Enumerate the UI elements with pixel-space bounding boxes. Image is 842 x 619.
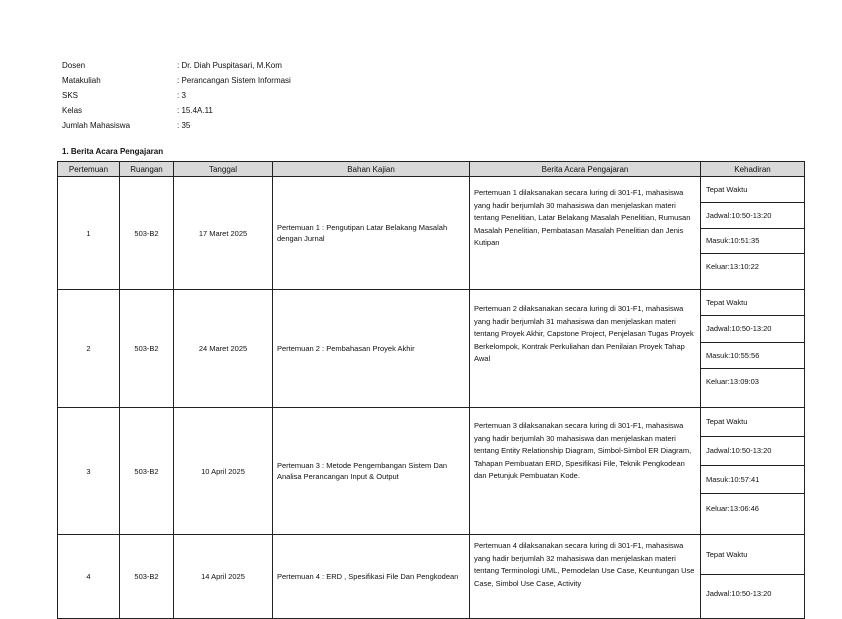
kehadiran-status: Tepat Waktu: [706, 184, 748, 194]
section-title: 1. Berita Acara Pengajaran: [62, 147, 164, 156]
course-info: [62, 58, 291, 133]
cell-bahan-kajian: Pertemuan 3 : Metode Pengembangan Sistem Dan Analisa Perancangan Input & Output: [273, 408, 470, 535]
kehadiran-keluar: Keluar:13:09:03: [701, 368, 804, 394]
cell-berita-acara: Pertemuan 2 dilaksanakan secara luring di 301-F1, mahasiswa yang hadir berjumlah 31 mahasiswa dan menjelaskan materi tentang Proyek Akhir, Capstone Project, Penjelasan Tugas Proyek Berkelompok, Kontrak Perkuliahan dan Penilaian Proyek Tahap Awal: [470, 290, 701, 408]
cell-kehadiran: [701, 177, 805, 290]
cell-bahan-kajian: Pertemuan 1 : Pengutipan Latar Belakang Masalah dengan Jurnal: [273, 177, 470, 290]
header-ruangan: Ruangan: [120, 162, 174, 177]
cell-kehadiran: [701, 535, 805, 619]
info-row-sks: [62, 88, 291, 103]
cell-ruangan: 503-B2: [120, 535, 174, 619]
cell-pertemuan: 4: [58, 535, 120, 619]
cell-tanggal: 24 Maret 2025: [174, 290, 273, 408]
table-row: [58, 535, 805, 619]
kehadiran-jadwal: Jadwal:10:50-13:20: [701, 202, 804, 228]
cell-tanggal: 10 April 2025: [174, 408, 273, 535]
table-row: [58, 290, 805, 408]
cell-kehadiran: [701, 408, 805, 535]
cell-pertemuan: 1: [58, 177, 120, 290]
cell-ruangan: 503-B2: [120, 177, 174, 290]
kehadiran-status: Tepat Waktu: [706, 549, 748, 559]
dosen-label: Dosen: [62, 61, 86, 70]
kehadiran-status: Tepat Waktu: [706, 298, 748, 308]
kehadiran-jadwal: Jadwal:10:50-13:20: [701, 315, 804, 341]
berita-acara-table: [57, 161, 805, 619]
kehadiran-status: Tepat Waktu: [706, 417, 748, 427]
kehadiran-masuk: Masuk:10:57:41: [701, 465, 804, 494]
matakuliah-label: Matakuliah: [62, 76, 101, 85]
info-row-jumlah: [62, 118, 291, 133]
table-row: [58, 177, 805, 290]
kehadiran-jadwal: Jadwal:10:50-13:20: [701, 574, 804, 614]
header-berita-acara: Berita Acara Pengajaran: [470, 162, 701, 177]
cell-bahan-kajian: Pertemuan 4 : ERD , Spesifikasi File Dan Pengkodean: [273, 535, 470, 619]
table-row: [58, 408, 805, 535]
info-row-kelas: [62, 103, 291, 118]
dosen-value: : Dr. Diah Puspitasari, M.Kom: [177, 61, 282, 70]
cell-berita-acara: Pertemuan 4 dilaksanakan secara luring di 301-F1, mahasiswa yang hadir berjumlah 32 mahasiswa dan menjelaskan materi tentang Terminologi UML, Pemodelan Use Case, Keuntungan Use Case, Simbol Use Case, Activity: [470, 535, 701, 619]
table-header-row: [58, 162, 805, 177]
cell-kehadiran: [701, 290, 805, 408]
header-kehadiran: Kehadiran: [701, 162, 805, 177]
cell-ruangan: 503-B2: [120, 290, 174, 408]
kelas-label: Kelas: [62, 106, 83, 115]
matakuliah-value: : Perancangan Sistem Informasi: [177, 76, 291, 85]
kehadiran-keluar: Keluar:13:10:22: [701, 253, 804, 279]
cell-ruangan: 503-B2: [120, 408, 174, 535]
cell-berita-acara: Pertemuan 3 dilaksanakan secara luring di 301-F1, mahasiswa yang hadir berjumlah 30 mahasiswa dan menjelaskan materi tentang Entity Relationship Diagram, Simbol-Simbol ER Diagram, Tahapan Pembuatan ERD, Spesifikasi File, Teknik Pengkodean dan Petunjuk Pembuatan Kode.: [470, 408, 701, 535]
kehadiran-masuk: Masuk:10:55:56: [701, 342, 804, 368]
jumlah-label: Jumlah Mahasiswa: [62, 121, 131, 130]
jumlah-value: : 35: [177, 121, 191, 130]
cell-bahan-kajian: Pertemuan 2 : Pembahasan Proyek Akhir: [273, 290, 470, 408]
cell-tanggal: 17 Maret 2025: [174, 177, 273, 290]
header-pertemuan: Pertemuan: [58, 162, 120, 177]
cell-tanggal: 14 April 2025: [174, 535, 273, 619]
info-row-matakuliah: [62, 73, 291, 88]
sks-label: SKS: [62, 91, 79, 100]
header-tanggal: Tanggal: [174, 162, 273, 177]
kelas-value: : 15.4A.11: [177, 106, 213, 115]
kehadiran-jadwal: Jadwal:10:50-13:20: [701, 436, 804, 465]
kehadiran-masuk: Masuk:10:51:35: [701, 228, 804, 254]
kehadiran-keluar: Keluar:13:06:46: [701, 493, 804, 522]
cell-pertemuan: 2: [58, 290, 120, 408]
header-bahan-kajian: Bahan Kajian: [273, 162, 470, 177]
cell-pertemuan: 3: [58, 408, 120, 535]
cell-berita-acara: Pertemuan 1 dilaksanakan secara luring di 301-F1, mahasiswa yang hadir berjumlah 30 mahasiswa dan menjelaskan materi tentang Penelitian, Latar Belakang Masalah Penelitian, Rumusan Masalah Penelitian, Pembatasan Masalah Penelitian dan Jenis Kutipan: [470, 177, 701, 290]
info-row-dosen: [62, 58, 291, 73]
sks-value: : 3: [177, 91, 186, 100]
